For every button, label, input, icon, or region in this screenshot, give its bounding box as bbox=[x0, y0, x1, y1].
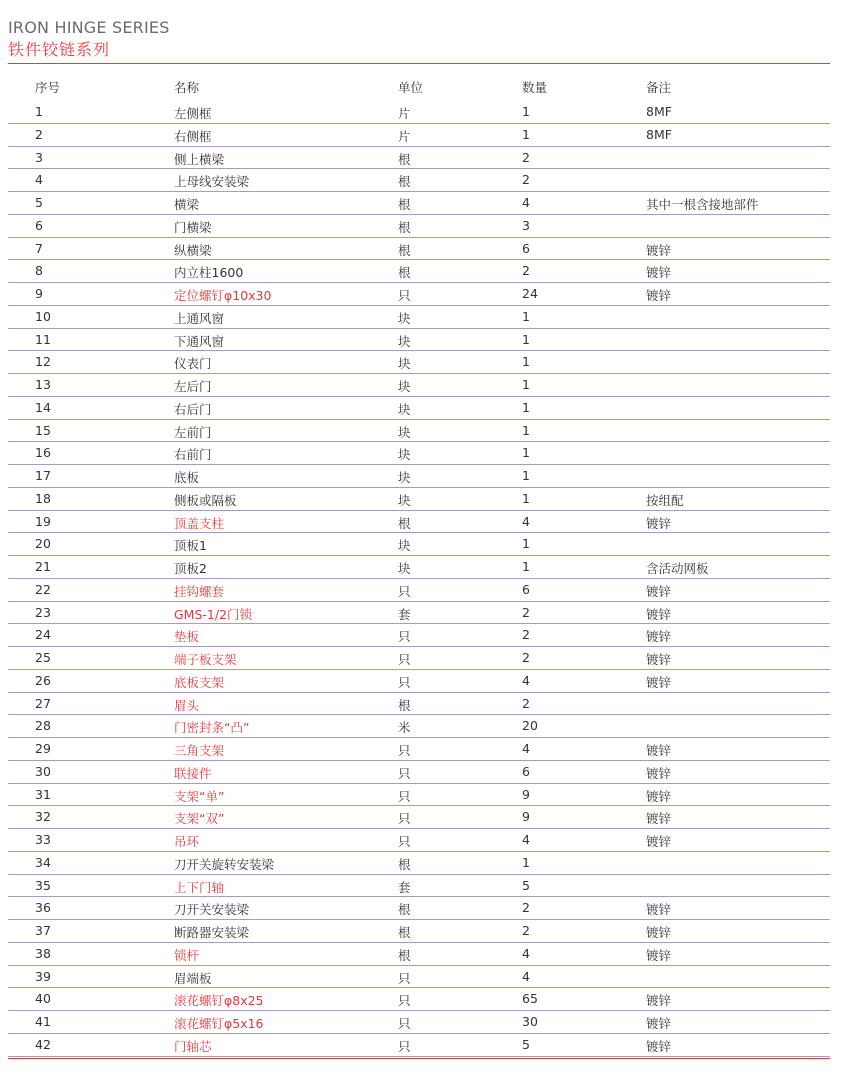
row-note: 镀锌 bbox=[646, 1016, 672, 1031]
table-row bbox=[8, 533, 830, 556]
row-no: 11 bbox=[35, 331, 51, 347]
table-row bbox=[8, 215, 830, 238]
row-name: 眉头 bbox=[174, 697, 200, 713]
row-unit: 根 bbox=[398, 197, 411, 212]
table-row bbox=[8, 806, 830, 829]
row-name: 三角支架 bbox=[174, 743, 225, 758]
table-row bbox=[8, 761, 830, 784]
row-qty: 2 bbox=[522, 604, 530, 620]
row-name: 左前门 bbox=[174, 424, 212, 440]
row-qty: 1 bbox=[522, 490, 530, 506]
row-name: 定位螺钉φ10x30 bbox=[174, 288, 272, 303]
series-title-english: IRON HINGE SERIES bbox=[8, 18, 170, 37]
row-name: 上母线安装梁 bbox=[174, 174, 250, 190]
row-name: 右前门 bbox=[174, 447, 212, 463]
row-name: 顶盖支柱 bbox=[174, 515, 225, 531]
row-no: 29 bbox=[35, 741, 51, 756]
row-no: 16 bbox=[35, 445, 51, 461]
row-name: 门轴芯 bbox=[174, 1038, 212, 1054]
table-row bbox=[8, 329, 830, 352]
table-row bbox=[8, 511, 830, 534]
row-no: 30 bbox=[35, 763, 51, 779]
row-name: 吊环 bbox=[174, 834, 200, 849]
row-qty: 1 bbox=[522, 377, 530, 392]
table-row bbox=[8, 693, 830, 716]
bottom-divider bbox=[8, 1058, 830, 1059]
row-unit: 套 bbox=[398, 879, 411, 895]
row-name: 下通风窗 bbox=[174, 333, 225, 349]
row-no: 38 bbox=[35, 945, 51, 961]
row-no: 4 bbox=[35, 172, 43, 188]
row-qty: 20 bbox=[522, 718, 538, 734]
row-note: 镀锌 bbox=[646, 743, 672, 758]
table-row bbox=[8, 647, 830, 670]
row-note: 镀锌 bbox=[646, 674, 672, 690]
table-row bbox=[8, 465, 830, 488]
row-no: 21 bbox=[35, 559, 51, 574]
row-name: 门密封条“凸” bbox=[174, 720, 250, 736]
row-name: 底板 bbox=[174, 470, 200, 485]
row-qty: 5 bbox=[522, 1036, 530, 1052]
row-qty: 1 bbox=[522, 854, 530, 870]
row-no: 15 bbox=[35, 422, 51, 438]
row-qty: 2 bbox=[522, 263, 530, 279]
row-no: 1 bbox=[35, 104, 43, 119]
row-note: 镀锌 bbox=[646, 652, 672, 667]
row-name: 内立柱1600 bbox=[174, 265, 244, 281]
row-name: 仪表门 bbox=[174, 356, 212, 372]
row-no: 19 bbox=[35, 513, 51, 529]
row-unit: 块 bbox=[398, 492, 411, 508]
row-unit: 只 bbox=[398, 993, 411, 1009]
row-name: 上下门轴 bbox=[174, 879, 225, 895]
row-name: 端子板支架 bbox=[174, 652, 237, 667]
table-row bbox=[8, 420, 830, 443]
row-unit: 根 bbox=[398, 174, 411, 190]
row-name: 右侧框 bbox=[174, 128, 212, 144]
row-unit: 根 bbox=[398, 242, 411, 258]
row-qty: 2 bbox=[522, 695, 530, 711]
row-note: 镀锌 bbox=[646, 629, 672, 645]
row-unit: 块 bbox=[398, 310, 411, 326]
table-row bbox=[8, 738, 830, 761]
table-row bbox=[8, 943, 830, 966]
row-note: 镀锌 bbox=[646, 947, 672, 963]
row-no: 37 bbox=[35, 923, 51, 938]
row-unit: 套 bbox=[398, 606, 411, 622]
row-unit: 只 bbox=[398, 288, 411, 303]
row-qty: 4 bbox=[522, 513, 530, 529]
row-no: 36 bbox=[35, 900, 51, 916]
row-note: 镀锌 bbox=[646, 265, 672, 281]
row-unit: 块 bbox=[398, 379, 411, 394]
row-note: 镀锌 bbox=[646, 788, 672, 804]
row-name: 锁杆 bbox=[174, 947, 200, 963]
row-note: 镀锌 bbox=[646, 288, 672, 303]
row-no: 9 bbox=[35, 286, 43, 301]
table-row bbox=[8, 624, 830, 647]
row-name: 右后门 bbox=[174, 401, 212, 417]
row-unit: 根 bbox=[398, 219, 411, 235]
row-unit: 只 bbox=[398, 629, 411, 645]
row-qty: 5 bbox=[522, 877, 530, 893]
parts-table bbox=[8, 72, 830, 1057]
row-qty: 6 bbox=[522, 240, 530, 256]
row-note: 镀锌 bbox=[646, 1038, 672, 1054]
table-row bbox=[8, 784, 830, 807]
row-name: 顶板1 bbox=[174, 538, 207, 554]
row-no: 39 bbox=[35, 968, 51, 984]
row-qty: 1 bbox=[522, 308, 530, 324]
row-name: 断路器安装梁 bbox=[174, 925, 250, 940]
row-unit: 只 bbox=[398, 811, 411, 827]
table-row bbox=[8, 829, 830, 852]
table-row bbox=[8, 397, 830, 420]
row-unit: 只 bbox=[398, 765, 411, 781]
row-unit: 只 bbox=[398, 834, 411, 849]
table-row bbox=[8, 260, 830, 283]
row-note: 8MF bbox=[646, 126, 672, 142]
table-row bbox=[8, 351, 830, 374]
row-name: 左侧框 bbox=[174, 106, 212, 121]
row-no: 6 bbox=[35, 217, 43, 233]
row-name: 支架“双” bbox=[174, 811, 225, 827]
row-unit: 只 bbox=[398, 652, 411, 667]
row-name: 门横梁 bbox=[174, 219, 212, 235]
row-no: 26 bbox=[35, 672, 51, 688]
row-unit: 只 bbox=[398, 743, 411, 758]
row-unit: 块 bbox=[398, 470, 411, 485]
header-unit: 单位 bbox=[398, 80, 424, 95]
table-row bbox=[8, 556, 830, 579]
row-no: 27 bbox=[35, 695, 51, 711]
row-unit: 只 bbox=[398, 1038, 411, 1054]
row-qty: 4 bbox=[522, 672, 530, 688]
table-row bbox=[8, 852, 830, 875]
table-row bbox=[8, 920, 830, 943]
row-name: 刀开关安装梁 bbox=[174, 902, 250, 918]
row-name: 垫板 bbox=[174, 629, 200, 645]
row-unit: 只 bbox=[398, 674, 411, 690]
row-qty: 4 bbox=[522, 968, 530, 984]
row-note: 镀锌 bbox=[646, 242, 672, 258]
table-row bbox=[8, 875, 830, 898]
row-qty: 4 bbox=[522, 832, 530, 847]
top-divider bbox=[8, 63, 830, 64]
row-no: 18 bbox=[35, 490, 51, 506]
table-row bbox=[8, 124, 830, 147]
row-name: 挂钩螺套 bbox=[174, 583, 225, 599]
row-unit: 块 bbox=[398, 424, 411, 440]
row-qty: 6 bbox=[522, 581, 530, 597]
row-qty: 2 bbox=[522, 900, 530, 916]
row-note: 镀锌 bbox=[646, 515, 672, 531]
table-row bbox=[8, 306, 830, 329]
row-qty: 6 bbox=[522, 763, 530, 779]
row-unit: 只 bbox=[398, 583, 411, 599]
row-no: 32 bbox=[35, 809, 51, 825]
row-qty: 1 bbox=[522, 468, 530, 483]
row-name: GMS-1/2门锁 bbox=[174, 606, 253, 622]
row-qty: 4 bbox=[522, 195, 530, 210]
table-row bbox=[8, 602, 830, 625]
row-qty: 9 bbox=[522, 786, 530, 802]
row-qty: 65 bbox=[522, 991, 538, 1007]
table-row bbox=[8, 988, 830, 1011]
row-name: 底板支架 bbox=[174, 674, 225, 690]
row-name: 左后门 bbox=[174, 379, 212, 394]
row-no: 12 bbox=[35, 354, 51, 370]
row-name: 上通风窗 bbox=[174, 310, 225, 326]
series-title-chinese: 铁件铰链系列 bbox=[8, 40, 111, 59]
row-qty: 2 bbox=[522, 650, 530, 665]
row-no: 35 bbox=[35, 877, 51, 893]
header-qty: 数量 bbox=[522, 80, 548, 95]
row-unit: 根 bbox=[398, 902, 411, 918]
row-no: 22 bbox=[35, 581, 51, 597]
row-unit: 只 bbox=[398, 1016, 411, 1031]
row-note: 含活动网板 bbox=[646, 561, 709, 576]
row-name: 联接件 bbox=[174, 765, 212, 781]
row-qty: 2 bbox=[522, 627, 530, 643]
row-qty: 30 bbox=[522, 1014, 538, 1029]
row-qty: 1 bbox=[522, 399, 530, 415]
header-no: 序号 bbox=[35, 80, 61, 95]
row-qty: 4 bbox=[522, 945, 530, 961]
row-no: 13 bbox=[35, 377, 51, 392]
header-note: 备注 bbox=[646, 80, 672, 95]
row-note: 镀锌 bbox=[646, 583, 672, 599]
row-no: 10 bbox=[35, 308, 51, 324]
row-unit: 根 bbox=[398, 856, 411, 872]
row-qty: 2 bbox=[522, 149, 530, 165]
row-name: 刀开关旋转安装梁 bbox=[174, 856, 275, 872]
row-unit: 块 bbox=[398, 333, 411, 349]
table-row bbox=[8, 1011, 830, 1034]
row-no: 25 bbox=[35, 650, 51, 665]
row-name: 纵横梁 bbox=[174, 242, 212, 258]
row-qty: 4 bbox=[522, 741, 530, 756]
table-row bbox=[8, 966, 830, 989]
row-name: 侧上横梁 bbox=[174, 151, 225, 167]
row-name: 滚花螺钉φ5x16 bbox=[174, 1016, 264, 1031]
row-no: 7 bbox=[35, 240, 43, 256]
row-no: 5 bbox=[35, 195, 43, 210]
row-qty: 2 bbox=[522, 172, 530, 188]
row-qty: 1 bbox=[522, 559, 530, 574]
table-row bbox=[8, 101, 830, 124]
row-note: 镀锌 bbox=[646, 606, 672, 622]
row-note: 按组配 bbox=[646, 492, 684, 508]
table-row bbox=[8, 147, 830, 170]
row-unit: 块 bbox=[398, 356, 411, 372]
row-name: 滚花螺钉φ8x25 bbox=[174, 993, 264, 1009]
row-note: 镀锌 bbox=[646, 765, 672, 781]
row-no: 14 bbox=[35, 399, 51, 415]
row-qty: 3 bbox=[522, 217, 530, 233]
row-qty: 9 bbox=[522, 809, 530, 825]
row-unit: 只 bbox=[398, 970, 411, 986]
row-note: 镀锌 bbox=[646, 834, 672, 849]
row-qty: 1 bbox=[522, 536, 530, 552]
row-no: 23 bbox=[35, 604, 51, 620]
table-row bbox=[8, 283, 830, 306]
row-unit: 块 bbox=[398, 538, 411, 554]
row-no: 34 bbox=[35, 854, 51, 870]
table-row bbox=[8, 897, 830, 920]
row-no: 17 bbox=[35, 468, 51, 483]
row-qty: 2 bbox=[522, 923, 530, 938]
row-name: 侧板或隔板 bbox=[174, 492, 237, 508]
row-no: 28 bbox=[35, 718, 51, 734]
row-unit: 根 bbox=[398, 947, 411, 963]
row-unit: 块 bbox=[398, 561, 411, 576]
table-row bbox=[8, 670, 830, 693]
row-unit: 片 bbox=[398, 128, 411, 144]
header-name: 名称 bbox=[174, 80, 200, 95]
row-no: 20 bbox=[35, 536, 51, 552]
table-row bbox=[8, 192, 830, 215]
row-unit: 根 bbox=[398, 515, 411, 531]
row-note: 镀锌 bbox=[646, 925, 672, 940]
row-qty: 1 bbox=[522, 126, 530, 142]
row-name: 横梁 bbox=[174, 197, 200, 212]
row-unit: 片 bbox=[398, 106, 411, 121]
row-unit: 块 bbox=[398, 401, 411, 417]
row-qty: 1 bbox=[522, 354, 530, 370]
table-header bbox=[8, 72, 830, 101]
row-no: 2 bbox=[35, 126, 43, 142]
table-row bbox=[8, 169, 830, 192]
row-no: 40 bbox=[35, 991, 51, 1007]
row-no: 33 bbox=[35, 832, 51, 847]
table-row bbox=[8, 238, 830, 261]
table-body bbox=[8, 101, 830, 1057]
row-unit: 根 bbox=[398, 265, 411, 281]
row-note: 镀锌 bbox=[646, 993, 672, 1009]
table-row bbox=[8, 488, 830, 511]
row-no: 42 bbox=[35, 1036, 51, 1052]
table-row bbox=[8, 1034, 830, 1057]
row-unit: 块 bbox=[398, 447, 411, 463]
row-qty: 1 bbox=[522, 331, 530, 347]
row-qty: 1 bbox=[522, 445, 530, 461]
row-unit: 米 bbox=[398, 720, 411, 736]
row-name: 顶板2 bbox=[174, 561, 207, 576]
row-qty: 24 bbox=[522, 286, 538, 301]
row-unit: 只 bbox=[398, 788, 411, 804]
row-note: 镀锌 bbox=[646, 811, 672, 827]
row-note: 其中一根含接地部件 bbox=[646, 197, 759, 212]
row-qty: 1 bbox=[522, 104, 530, 119]
row-no: 3 bbox=[35, 149, 43, 165]
row-note: 8MF bbox=[646, 104, 672, 119]
row-no: 8 bbox=[35, 263, 43, 279]
row-unit: 根 bbox=[398, 925, 411, 940]
row-name: 眉端板 bbox=[174, 970, 212, 986]
row-qty: 1 bbox=[522, 422, 530, 438]
row-name: 支架“单” bbox=[174, 788, 225, 804]
row-no: 41 bbox=[35, 1014, 51, 1029]
table-row bbox=[8, 442, 830, 465]
row-no: 31 bbox=[35, 786, 51, 802]
table-row bbox=[8, 715, 830, 738]
row-note: 镀锌 bbox=[646, 902, 672, 918]
row-unit: 根 bbox=[398, 697, 411, 713]
table-row bbox=[8, 579, 830, 602]
table-row bbox=[8, 374, 830, 397]
row-unit: 根 bbox=[398, 151, 411, 167]
row-no: 24 bbox=[35, 627, 51, 643]
